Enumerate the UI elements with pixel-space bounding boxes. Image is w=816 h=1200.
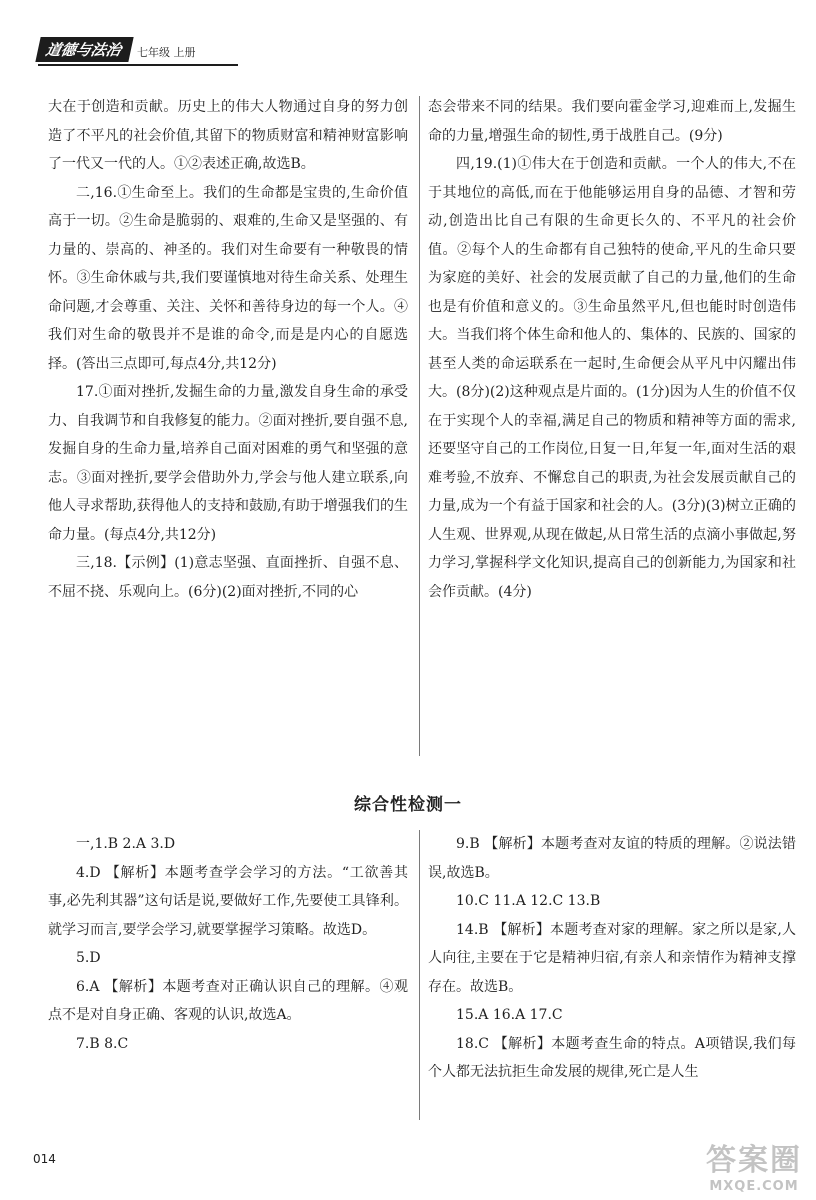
answer-paragraph: 4.D 【解析】本题考查学会学习的方法。“工欲善其事,必先利其器”这句话是说,要做好工作,先要使工具锋利。就学习而言,要学会学习,就要掌握学习策略。故选D。 <box>48 864 408 938</box>
top-right-column <box>428 93 796 606</box>
answer-paragraph: 三,18.【示例】(1)意志坚强、直面挫折、自强不息、不屈不挠、乐观向上。(6分)(2)面对挫折,不同的心 <box>48 555 408 600</box>
answer-paragraph: 15.A 16.A 17.C <box>456 1007 563 1023</box>
grade-label: 七年级 上册 <box>137 46 196 59</box>
answer-paragraph: 10.C 11.A 12.C 13.B <box>456 893 601 909</box>
column-divider-bottom <box>419 830 420 1120</box>
header-rule <box>38 64 238 66</box>
column-divider-top <box>419 96 420 756</box>
answer-paragraph: 17.①面对挫折,发掘生命的力量,激发自身生命的承受力、自我调节和自我修复的能力。②面对挫折,要自强不息,发掘自身的生命力量,培养自己面对困难的勇气和坚强的意志。③面对挫折,要学会借助外力,学会与他人建立联系,向他人寻求帮助,获得他人的支持和鼓励,有助于增强我们的生命力量。(每点4分,共12分) <box>48 384 408 543</box>
bottom-left-column <box>48 830 408 1058</box>
answer-paragraph: 14.B 【解析】本题考查对家的理解。家之所以是家,人人向往,主要在于它是精神归宿,有亲人和亲情作为精神支撑存在。故选B。 <box>428 921 796 995</box>
top-left-column <box>48 93 408 606</box>
answer-paragraph: 5.D <box>76 950 101 966</box>
answer-paragraph: 9.B 【解析】本题考查对友谊的特质的理解。②说法错误,故选B。 <box>428 836 796 881</box>
bottom-right-column <box>428 830 796 1087</box>
watermark-url: MXQE.COM <box>709 1179 799 1194</box>
running-header <box>38 38 196 62</box>
watermark-logo <box>706 1135 802 1194</box>
section-title: 综合性检测一 <box>354 795 462 815</box>
answer-paragraph: 一,1.B 2.A 3.D <box>76 836 176 852</box>
answer-paragraph: 态会带来不同的结果。我们要向霍金学习,迎难而上,发掘生命的力量,增强生命的韧性,勇于战胜自己。(9分) <box>428 99 796 144</box>
answer-paragraph: 6.A 【解析】本题考查对正确认识自己的理解。④观点不是对自身正确、客观的认识,故选A。 <box>48 978 408 1023</box>
answer-paragraph: 7.B 8.C <box>76 1035 129 1052</box>
page-number: 014 <box>33 1152 56 1166</box>
watermark-chars: 答案圈 <box>706 1143 802 1178</box>
answer-paragraph: 二,16.①生命至上。我们的生命都是宝贵的,生命价值高于一切。②生命是脆弱的、艰难的,生命又是坚强的、有力量的、崇高的、神圣的。我们对生命要有一种敬畏的情怀。③生命休戚与共,我们要谨慎地对待生命关系、处理生命问题,才会尊重、关注、关怀和善待身边的每一个人。④我们对生命的敬畏并不是谁的命令,而是是内心的自愿选择。(答出三点即可,每点4分,共12分) <box>48 184 408 372</box>
answer-paragraph: 大在于创造和贡献。历史上的伟大人物通过自身的努力创造了不平凡的社会价值,其留下的物质财富和精神财富影响了一代又一代的人。①②表述正确,故选B。 <box>48 99 408 172</box>
answer-paragraph: 18.C 【解析】本题考查生命的特点。A项错误,我们每个人都无法抗拒生命发展的规律,死亡是人生 <box>428 1035 796 1080</box>
book-title: 道德与法治 <box>35 37 133 62</box>
answer-paragraph: 四,19.(1)①伟大在于创造和贡献。一个人的伟大,不在于其地位的高低,而在于他能够运用自身的品德、才智和劳动,创造出比自己有限的生命更长久的、不平凡的社会价值。②每个人的生命都有自己独特的使命,平凡的生命只要为家庭的美好、社会的发展贡献了自己的力量,他们的生命也是有价值和意义的。③生命虽然平凡,但也能时时创造伟大。当我们将个体生命和他人的、集体的、民族的、国家的甚至人类的命运联系在一起时,生命便会从平凡中闪耀出伟大。(8分)(2)这种观点是片面的。(1分)因为人生的价值不仅在于实现个人的幸福,满足自己的物质和精神等方面的需求,还要坚守自己的工作岗位,日复一日,年复一年,面对生活的艰难考验,不放弃、不懈怠自己的职责,为社会发展贡献自己的力量,成为一个有益于国家和社会的人。(3分)(3)树立正确的人生观、世界观,从现在做起,从日常生活的点滴小事做起,努力学习,掌握科学文化知识,提高自己的创新能力,为国家和社会作贡献。(4分) <box>428 156 796 600</box>
